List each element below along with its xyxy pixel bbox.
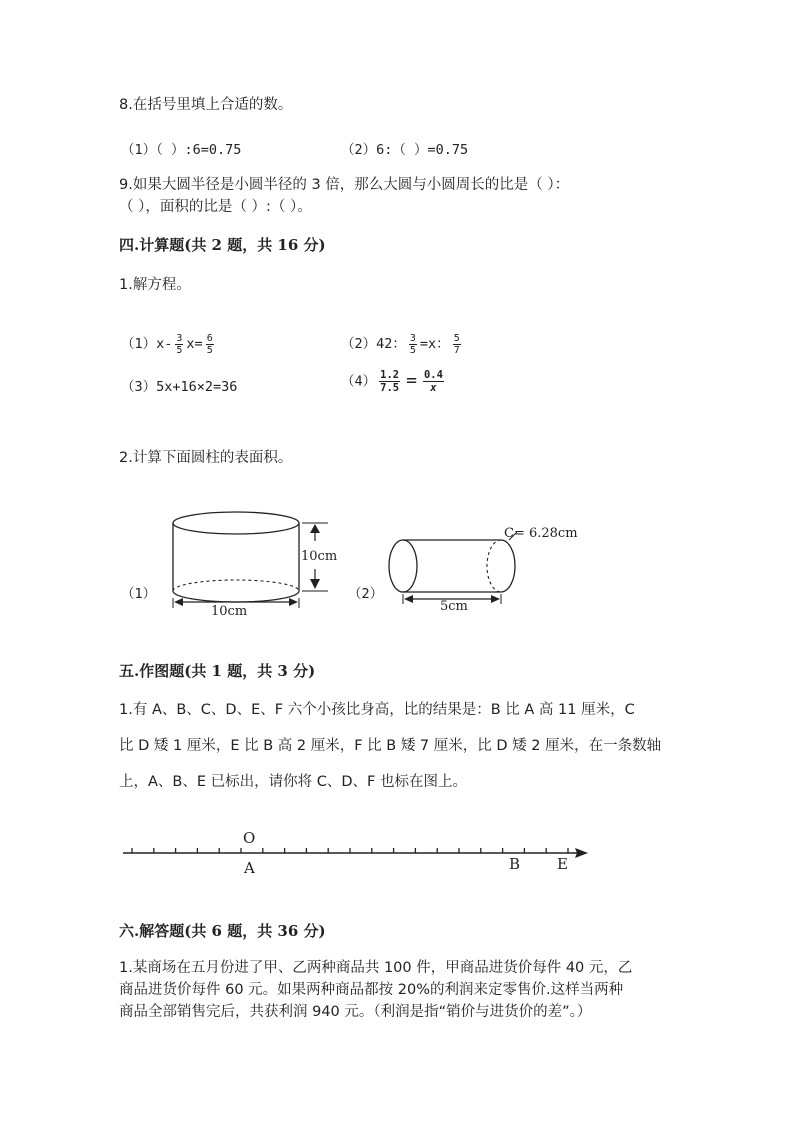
cylinder-2-circumference-label: C= 6.28cm [504,526,578,541]
equation-4-fraction-a: $\frac{1.2}{7.5}$ [380,369,400,394]
sec4-q2: 2.计算下面圆柱的表面积。 [119,450,293,466]
equation-1 [121,332,217,356]
equation-2-fraction-a: $\frac{3}{5}$ [409,332,416,356]
number-line [118,825,598,880]
sec5-q1-line2: 比 D 矮 1 厘米，E 比 B 高 2 厘米，F 比 B 矮 7 厘米，比 D 矮 2 厘米，在一条数轴 [119,738,662,754]
section-5-title: 五.作图题(共 1 题，共 3 分) [119,662,316,680]
sec5-q1-line3: 上，A、B、E 已标出，请你将 C、D、F 也标在图上。 [119,774,467,790]
cylinder-2-label: （2） [348,586,384,602]
section-4-title: 四.计算题(共 2 题，共 16 分) [119,236,326,254]
equation-4-label: （4） [341,373,377,390]
cylinder-1-diameter-label: 10cm [211,604,248,619]
equation-1-fraction-a: $\frac{3}{5}$ [176,332,183,356]
equation-1-fraction-b: $\frac{6}{5}$ [206,332,213,356]
number-line-point-a: A [244,859,255,877]
equation-2 [341,332,464,356]
equation-2-mid: =x： [419,336,450,352]
q8-part1: （1）（ ）:6=0.75 [121,142,242,158]
equation-3: （3）5x+16×2=36 [121,379,238,395]
equation-2-label: （2）42： [341,336,406,352]
cylinder-2-length-label: 5cm [440,599,468,614]
number-line-point-e: E [557,855,568,873]
equation-1-label: （1）x- [121,336,173,352]
number-line-origin-label: O [243,829,256,847]
equation-4-equals: = [406,369,417,391]
section-6-title: 六.解答题(共 6 题，共 36 分) [119,922,326,940]
cylinder-1-label: （1） [121,586,157,602]
equation-2-fraction-b: $\frac{5}{7}$ [453,332,460,356]
cylinder-1-figure [160,505,340,625]
sec5-q1-line1: 1.有 A、B、C、D、E、F 六个小孩比身高，比的结果是：B 比 A 高 11 厘米，C [119,702,635,718]
number-line-point-b: B [509,855,521,873]
number-line-ticks [132,848,568,853]
q9-line1: 9.如果大圆半径是小圆半径的 3 倍，那么大圆与小圆周长的比是（ ）： [119,177,570,193]
cylinder-1-height-label: 10cm [301,549,338,564]
q8-part2: （2）6:（ ）=0.75 [341,142,469,158]
sec6-q1-line2: 商品进货价每件 60 元。如果两种商品都按 20%的利润来定零售价.这样当两种 [119,982,624,998]
equation-4 [341,369,447,394]
sec6-q1-line3: 商品全部销售完后，共获利润 940 元。（利润是指“销价与进货价的差”。） [119,1004,592,1020]
sec6-q1-line1: 1.某商场在五月份进了甲、乙两种商品共 100 件，甲商品进货价每件 40 元，乙 [119,960,633,976]
sec4-q1: 1.解方程。 [119,277,191,293]
q9-line2: （ ），面积的比是（ ）:（ ）。 [119,199,312,215]
q8-title: 8.在括号里填上合适的数。 [119,97,293,113]
equation-1-mid: x= [186,336,203,352]
equation-4-fraction-b: $\frac{0.4}{x}$ [423,369,443,394]
